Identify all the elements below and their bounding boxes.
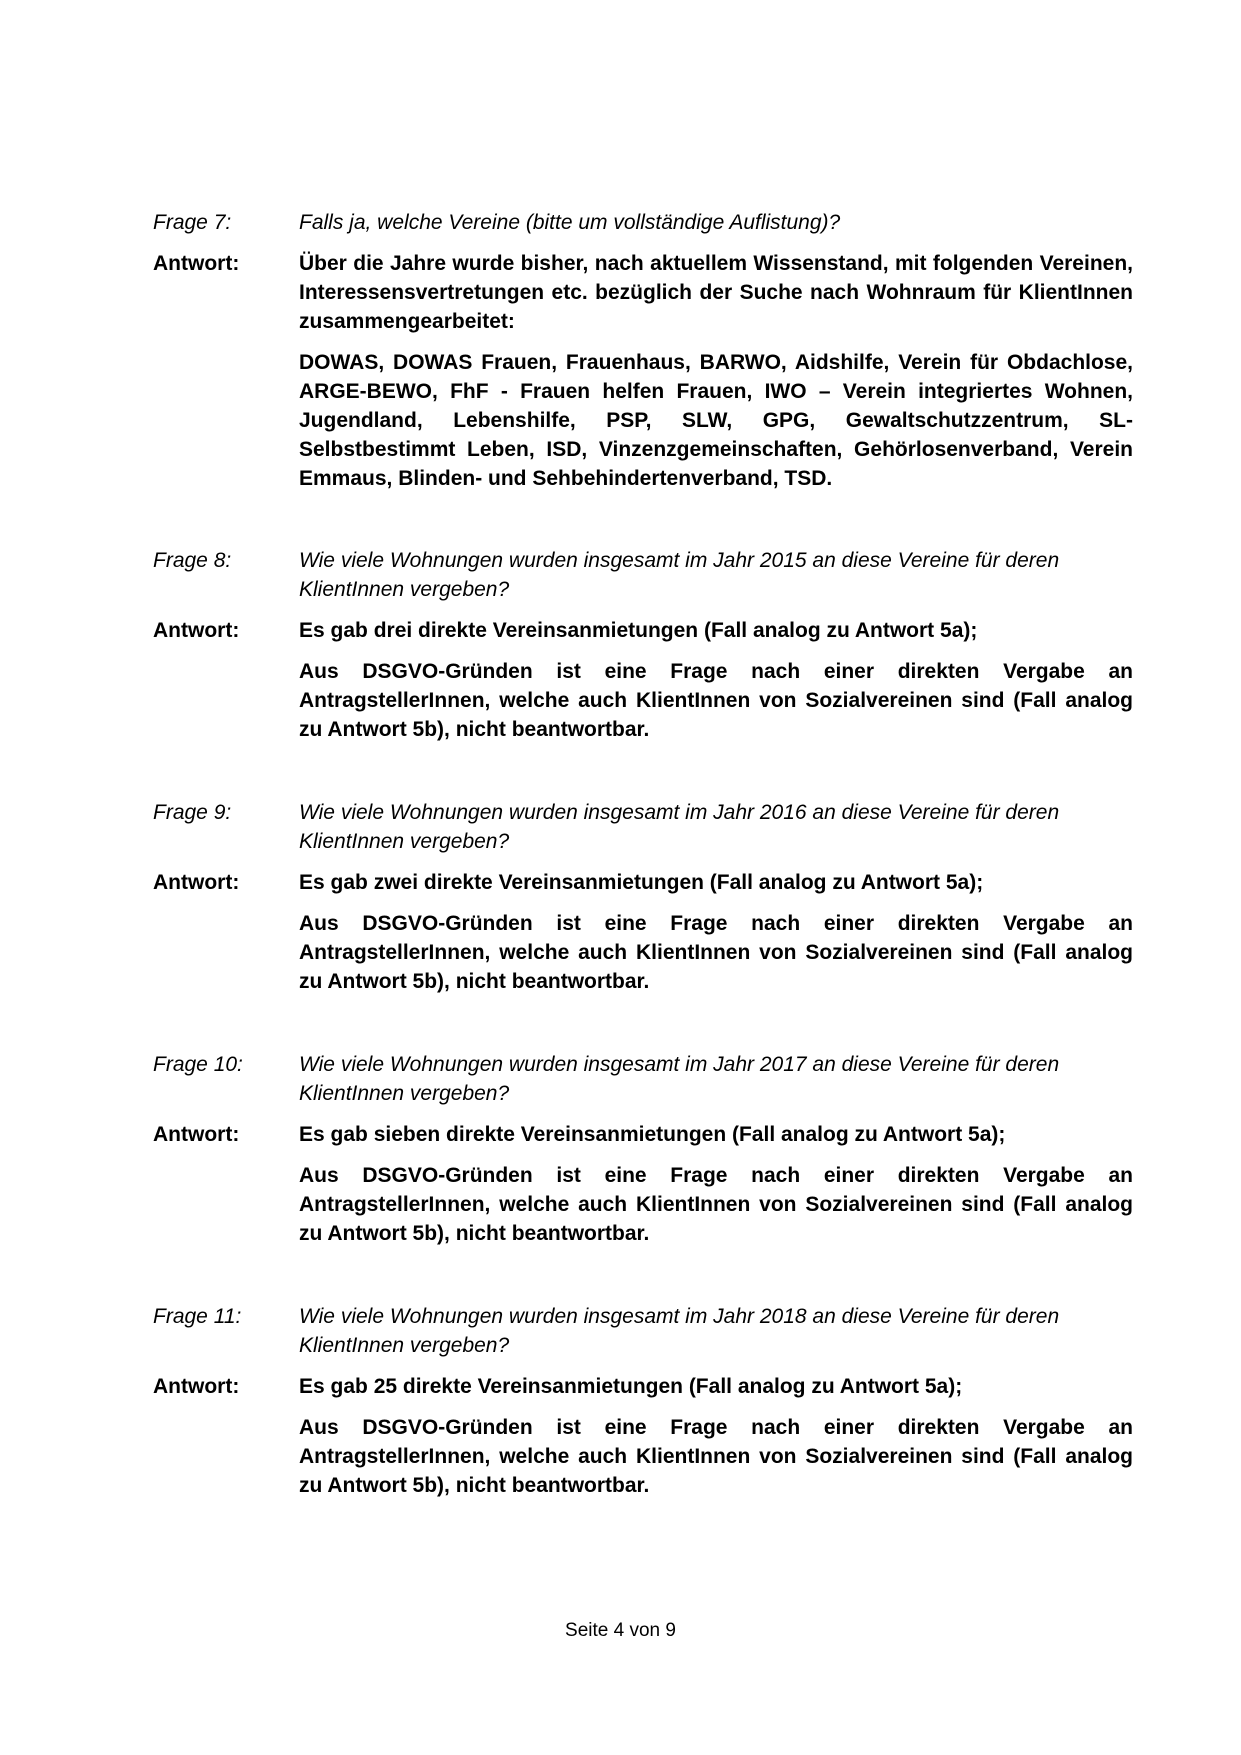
answer-row [153,1372,1133,1500]
question-row [153,1302,1133,1360]
qa-block-frage-8 [153,546,1133,744]
answer-label: Antwort: [153,1375,240,1398]
answer-row [153,249,1133,493]
answer-paragraph: Es gab sieben direkte Vereinsanmietungen (Fall analog zu Antwort 5a); [299,1123,1006,1146]
answer-label: Antwort: [153,871,240,894]
answer-paragraph: Aus DSGVO-Gründen ist eine Frage nach einer direkten Vergabe an AntragstellerInnen, welche auch KlientInnen von Sozialvereinen sind (Fall analog zu Antwort 5b), nicht beantwortbar. [299,912,1133,993]
answer-paragraph: DOWAS, DOWAS Frauen, Frauenhaus, BARWO, Aidshilfe, Verein für Obdachlose, ARGE-BEWO, FhF - Frauen helfen Frauen, IWO – Verein integriertes Wohnen, Jugendland, Lebenshilfe, PSP, SLW, GPG, Gewaltschutzzentrum, SL-Selbstbestimmt Leben, ISD, Vinzenzgemeinschaften, Gehörlosenverband, Verein Emmaus, Blinden- und Sehbehindertenverband, TSD. [299,351,1133,490]
question-text: Wie viele Wohnungen wurden insgesamt im Jahr 2018 an diese Vereine für deren KlientInnen vergeben? [299,1305,1060,1357]
question-text: Falls ja, welche Vereine (bitte um vollständige Auflistung)? [299,211,841,234]
answer-content [299,1120,1133,1248]
question-label: Frage 11: [153,1305,242,1328]
question-label: Frage 10: [153,1053,243,1076]
question-label: Frage 7: [153,211,232,234]
question-text: Wie viele Wohnungen wurden insgesamt im Jahr 2015 an diese Vereine für deren KlientInnen vergeben? [299,549,1060,601]
answer-paragraph: Es gab 25 direkte Vereinsanmietungen (Fall analog zu Antwort 5a); [299,1375,963,1398]
question-label: Frage 8: [153,549,232,572]
answer-row [153,1120,1133,1248]
question-row [153,546,1133,604]
answer-label: Antwort: [153,252,240,275]
answer-paragraph: Es gab zwei direkte Vereinsanmietungen (Fall analog zu Antwort 5a); [299,871,984,894]
answer-paragraph: Aus DSGVO-Gründen ist eine Frage nach einer direkten Vergabe an AntragstellerInnen, welche auch KlientInnen von Sozialvereinen sind (Fall analog zu Antwort 5b), nicht beantwortbar. [299,1416,1133,1497]
qa-block-frage-10 [153,1050,1133,1248]
page-number-footer: Seite 4 von 9 [565,1620,676,1641]
answer-label: Antwort: [153,1123,240,1146]
answer-content [299,868,1133,996]
question-row [153,798,1133,856]
answer-label: Antwort: [153,619,240,642]
answer-paragraph: Aus DSGVO-Gründen ist eine Frage nach einer direkten Vergabe an AntragstellerInnen, welche auch KlientInnen von Sozialvereinen sind (Fall analog zu Antwort 5b), nicht beantwortbar. [299,660,1133,741]
answer-paragraph: Über die Jahre wurde bisher, nach aktuellem Wissenstand, mit folgenden Vereinen, Interessensvertretungen etc. bezüglich der Suche nach Wohnraum für KlientInnen zusammengearbeitet: [299,252,1133,333]
answer-row [153,868,1133,996]
answer-content [299,249,1133,493]
question-label: Frage 9: [153,801,232,824]
answer-paragraph: Es gab drei direkte Vereinsanmietungen (Fall analog zu Antwort 5a); [299,619,978,642]
answer-paragraph: Aus DSGVO-Gründen ist eine Frage nach einer direkten Vergabe an AntragstellerInnen, welche auch KlientInnen von Sozialvereinen sind (Fall analog zu Antwort 5b), nicht beantwortbar. [299,1164,1133,1245]
question-text: Wie viele Wohnungen wurden insgesamt im Jahr 2017 an diese Vereine für deren KlientInnen vergeben? [299,1053,1060,1105]
question-row [153,208,1133,237]
answer-content [299,1372,1133,1500]
question-row [153,1050,1133,1108]
answer-row [153,616,1133,744]
qa-block-frage-7 [153,208,1133,493]
answer-content [299,616,1133,744]
question-text: Wie viele Wohnungen wurden insgesamt im Jahr 2016 an diese Vereine für deren KlientInnen vergeben? [299,801,1060,853]
qa-block-frage-9 [153,798,1133,996]
qa-block-frage-11 [153,1302,1133,1500]
